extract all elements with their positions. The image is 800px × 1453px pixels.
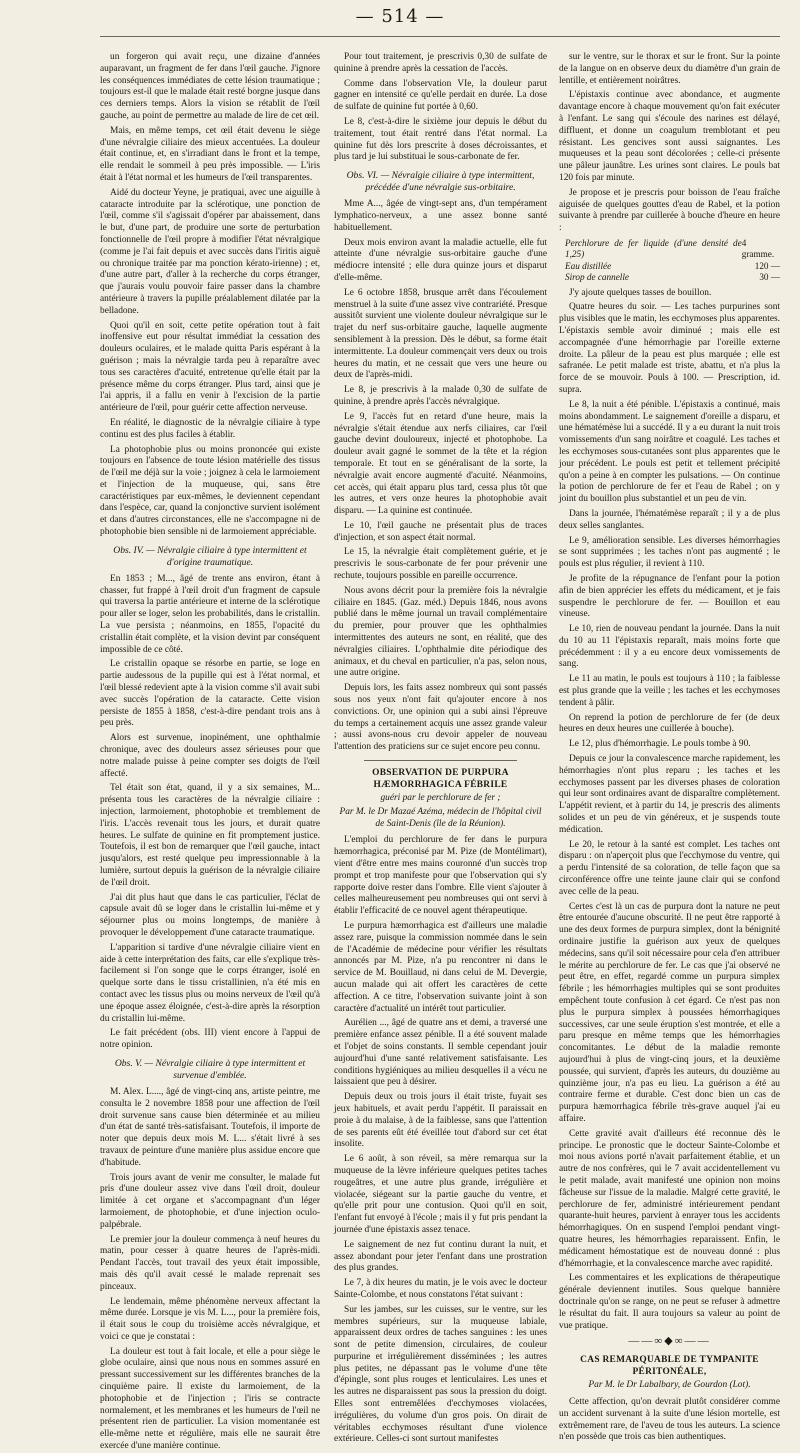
- prescription-line: [565, 261, 780, 272]
- observation-heading: Obs. IV. — Névralgie ciliaire à type intermittent et d'origine traumatique.: [113, 544, 307, 568]
- paragraph: Le 8, la nuit a été pénible. L'épistaxis a continué, mais moins abondamment. Le saignement d'oreille a disparu, et une hématémèse lui a succédé. Il y a eu durant la nuit trois vomissements d'un sang noirâtre et coagulé. Les taches et les ecchymoses sous-cutanées sont plus apparentes que le jour précédent. Le pouls est petit et tellement précipité qu'on a peine à en compter les pulsations. — On continue la potion de perchlorure de fer et l'eau de Rabel ; on y joint du bouillon plus substantiel et un peu de vin.: [559, 399, 780, 505]
- text-column-middle: [334, 52, 547, 1445]
- paragraph: Le 15, la névralgie était complètement guérie, et je prescrivis le sous-carbonate de fer pour prévenir une rechute, toujours possible en pareille occurrence.: [334, 547, 547, 582]
- observation-heading: Obs. VI. — Névralgie ciliaire à type intermittent, précédée d'une névralgie sus-orbitaire.: [346, 170, 535, 194]
- paragraph: Pour tout traitement, je prescrivis 0,30 de sulfate de quinine à prendre après la cessation de l'accès.: [334, 52, 547, 74]
- page-number: — 514 —: [355, 6, 445, 27]
- text-column-left: [100, 52, 320, 1452]
- paragraph: Dans la journée, l'hématémèse reparaît ; il y a de plus deux selles sanglantes.: [559, 508, 780, 531]
- paragraph: J'y ajoute quelques tasses de bouillon.: [569, 287, 712, 298]
- paragraph: Sur les jambes, sur les cuisses, sur le ventre, sur les membres supérieurs, sur la muqueuse labiale, apparaissent deux ordres de taches sanguines : les unes sont de petite dimension, circulaires, de couleur purpurine et irrégulièrement disséminées ; les autres plus petites, ne dépassant pas le volume d'une tête d'épingle, sont plus rouges et lenticulaires. Les unes et les autres ne disparaissent pas sous la pression du doigt. Elles sont entremêlées d'ecchymoses violacées, irrégulières, du volume d'un gros pois. On dirait de véritables ecchymoses résultant d'une violence extérieure. Celles-ci sont surtout manifestes: [334, 1304, 547, 1445]
- paragraph: Le 6 octobre 1858, brusque arrêt dans l'écoulement menstruel à la suite d'une assez vive contrariété. Presque aussitôt survient une violente douleur névralgique sur le trajet du nerf sus-orbitaire gauche, laquelle augmente sensiblement à la pression. Dès le début, sa forme était intermittente. La douleur commençait vers deux ou trois heures du matin, et ne cessait que vers une heure ou deux de l'après-midi.: [334, 287, 547, 381]
- article-subtitle: guéri par le perchlorure de fer ;: [380, 793, 501, 804]
- paragraph: Le 10, rien de nouveau pendant la journée. Dans la nuit du 10 au 11 l'épistaxis reparaît, mais moins forte que précédemment : il y a eu encore deux vomissements de sang.: [559, 624, 780, 670]
- paragraph: Certes c'est là un cas de purpura dont la nature ne peut être entourée d'aucune obscurité. Il ne peut être rapporté à une des deux formes de purpura simplex, dont la bénignité ordinaire justifie la guérison aux yeux de quelques médecins, sans qu'il soit nécessaire pour cela d'en attribuer le mérite au perchlorure de fer. Le cas que j'ai observé ne peut être, en effet, regardé comme un purpura simplex fébrile ; les hémorrhagies multiples qui se sont produites empêchent toute confusion à cet égard. Ce n'est pas non plus le purpura simplex à poussées hémorrhagiques successives, car une seule éruption s'est montrée, et elle a paru presque en même temps que les hémorrhagies concomitantes. Le début de la maladie remonte aujourd'hui à plus de vingt-cinq jours, et la deuxième poussée, qui survient, d'après les auteurs, du douzième au quinzième jour, n'a pas eu lieu. La guérison a été au contraire ferme et durable. C'est donc bien un cas de purpura hæmorrhagica fébrile très-grave auquel j'ai eu affaire.: [559, 901, 780, 1124]
- paragraph: Le 8, je prescrivis à la malade 0,30 de sulfate de quinine, à prendre après l'accès névralgique.: [334, 385, 547, 407]
- paragraph: La photophobie plus ou moins prononcée qui existe toujours en l'absence de toute lésion matérielle des tissus de l'œil me déjà sur la voie ; joignez à cela le larmoiement et l'injection de la muqueuse, qui, sans être caractéristiques par eux-mêmes, le deviennent cependant dans l'espèce, car, quand la conjonctive survient isolément et dans d'autres circonstances, elle ne s'accompagne ni de photophobie bien sensible ni de larmoiement appréciable.: [100, 444, 320, 538]
- paragraph: Nous avons décrit pour la première fois la névralgie ciliaire en 1845. (Gaz. méd.) Depuis 1846, nous avons publié dans le même journal un travail complémentaire du premier, pour prouver que les ophthalmies intermittentes des auteurs ne sont, en réalité, que des névralgies ciliaires. L'ophthalmie dite périodique des animaux, et du cheval en particulier, n'a pas, selon nous, une autre origine.: [334, 585, 547, 679]
- paragraph: Depuis deux ou trois jours il était triste, fuyait ses jeux habituels, et avait perdu l'appétit. Il paraissait en proie à du malaise, à de la faiblesse, sans que l'attention de ses parents eût été éveillée tout d'abord sur cet état insolite.: [334, 1092, 547, 1150]
- paragraph: En 1853 ; M..., âgé de trente ans environ, étant à chasser, fut frappé à l'œil droit d'un fragment de capsule qui traversa la partie antérieure et interne de la sclérotique pour aller se loger, selon les probabilités, dans le cristallin. La vue persista ; néanmoins, en 1855, l'opacité du cristallin était complète, et la vision devint par conséquent impossible de ce côté.: [100, 573, 320, 655]
- paragraph: J'ai dit plus haut que dans le cas particulier, l'éclat de capsule avait dû se loger dans le cristallin lui-même et y séjourner plus ou moins longtemps, de manière à provoquer le développement d'une cataracte traumatique.: [100, 892, 320, 938]
- prescription-line: [565, 238, 780, 261]
- paragraph: Quoi qu'il en soit, cette petite opération tout à fait inoffensive eut pour résultat immédiat la cessation des douleurs oculaires, et le malade quitta Paris espérant à la guérison ; mais la névralgie tarda peu à reparaître avec tous ses caractères d'acuité, entretenue qu'elle était par la présence même du corps étranger. Plus tard, ainsi que je l'ai appris, il a fallu en venir à l'excision de la partie antérieure de l'œil, pour guérir cette affection nerveuse.: [100, 320, 320, 414]
- paragraph: L'emploi du perchlorure de fer dans le purpura hæmorrhagica, préconisé par M. Pize (de Montélimart), vient d'être entre mes mains couronné d'un succès trop prompt et trop manifeste pour que l'observation qui s'y rapporte doive rester dans l'ombre. Elle vient s'ajouter à celles malheureusement peu nombreuses qui ont servi à établir l'efficacité de ce nouvel agent thérapeutique.: [334, 835, 547, 917]
- paragraph: Je profite de la répugnance de l'enfant pour la potion afin de bien apprécier les effets du médicament, et je fais suspendre le perchlorure de fer. — Bouillon et eau vineuse.: [559, 573, 780, 620]
- header-rule: [100, 36, 780, 37]
- section-divider: [364, 760, 517, 761]
- article-title: CAS REMARQUABLE DE TYMPANITE PÉRITONÉALE,: [580, 1355, 759, 1378]
- paragraph: Alors est survenue, inopinément, une ophthalmie chronique, avec des douleurs assez sérieuses pour que notre malade puisse à peine compter ses doigts de l'œil affecté.: [100, 733, 320, 779]
- ingredient-quantity: 120 —: [754, 260, 780, 271]
- paragraph: Cette gravité avait d'ailleurs été reconnue dès le principe. Le pronostic que le docteur Sainte-Colombe et moi nous avions porté n'avait parfaitement établie, et un autre de nos confrères, qui le 7 avait accidentellement vu le petit malade, avait manifesté une opinion non moins fâcheuse sur l'issue de la maladie. Malgré cette gravité, le perchlorure de fer, administré intérieurement pendant quarante-huit heures, parvient à enrayer tous les accidents hémorrhagiques. On en suspend l'emploi pendant vingt-quatre heures, les hémorrhagies reparaissent. Enfin, le médicament hémostatique est de nouveau donné : plus d'hémorrhagie, et la convalescence marche avec rapidité.: [559, 1128, 780, 1269]
- article-title: OBSERVATION DE PURPURA HÆMORRHAGICA FÉBRILE: [372, 768, 509, 791]
- paragraph: L'apparition si tardive d'une névralgie ciliaire vient en aide à cette interprétation des faits, car elle s'explique très-facilement si l'on songe que le corps étranger, isolé en quelque sorte dans le tissu cristallinien, n'a été mis en contact avec les tissus plus ou moins nerveux de l'œil qu'à une époque assez éloignée, c'est-à-dire après la résorption du cristallin lui-même.: [100, 942, 320, 1024]
- paragraph: Le 20, le retour à la santé est complet. Les taches ont disparu : on n'aperçoit plus que l'ecchymose du ventre, qui a perdu l'intensité de sa coloration, de telle façon que sa circonférence offre une teinte jaune clair qui se confond avec celle de la peau.: [559, 839, 780, 897]
- paragraph: On reprend la potion de perchlorure de fer (de deux heures en deux heures une cuillerée à bouche).: [559, 712, 780, 735]
- ingredient-quantity: 4 gramme.: [741, 237, 775, 260]
- paragraph: Le 12, plus d'hémorrhagie. Le pouls tombe à 90.: [569, 739, 751, 750]
- paragraph: un forgeron qui avait reçu, une dizaine d'années auparavant, un fragment de fer dans l'œil gauche. J'ignore les conséquences immédiates de cette lésion traumatique ; toujours est-il que le malade était resté borgne jusque dans ces derniers temps. Alors la vision se rétablit de l'œil gauche, au point de permettre au malade de lire de cet œil.: [100, 52, 320, 121]
- paragraph: sur le ventre, sur le thorax et sur le front. Sur la pointe de la langue on en observe deux du diamètre d'un grain de lentille, et entièrement noirâtres.: [559, 52, 780, 86]
- paragraph: Deux mois environ avant la maladie actuelle, elle fut atteinte d'une névralgie sus-orbitaire gauche d'une médiocre intensité ; elle dura quinze jours et disparut d'elle-même.: [334, 237, 547, 283]
- ingredient-name: Perchlorure de fer liquide (d'une densité de 1,25): [565, 237, 742, 260]
- paragraph: Le saignement de nez fut continu durant la nuit, et assez abondant pour jeter l'enfant dans une prostration des plus grandes.: [334, 1239, 547, 1274]
- paragraph: Le 9, l'accès fut en retard d'une heure, mais la névralgie s'était étendue aux nerfs ciliaires, car l'œil gauche devint douloureux, injecté et photophobe. La douleur avait gagné le sommet de la tête et la région temporale. Et tout en se généralisant de la sorte, la névralgie avait encore augmenté d'acuité. Néanmoins, cet accès, qui était apparu plus tard, cessa plus tôt que les autres, et vers onze heures la photophobie avait disparu. — La quinine est continuée.: [334, 411, 547, 517]
- text-column-right: [559, 52, 780, 1443]
- ingredient-name: Sirop de cannelle: [565, 272, 629, 283]
- paragraph: Cette affection, qu'on devrait plutôt considérer comme un accident survenant à la suite d'une lésion mortelle, est extrêmement rare, de l'aveu de tous les auteurs. La science n'en possède que trois cas bien authentiques.: [559, 1396, 780, 1443]
- paragraph: Mme A..., âgée de vingt-sept ans, d'un tempérament lymphatico-nerveux, a une assez bonne santé habituellement.: [334, 199, 547, 233]
- prescription-list: [565, 238, 780, 284]
- paragraph: Comme dans l'observation VIe, la douleur parut gagner en intensité ce qu'elle perdait en durée. La dose de sulfate de quinine fut portée à 0,60.: [334, 78, 547, 113]
- paragraph: Aidé du docteur Yeyne, je pratiquai, avec une aiguille à cataracte introduite par la sclérotique, une ponction de l'œil, comme s'il s'agissait d'opérer par abaissement, dans le but, d'une part, de produire une sorte de perturbation fonctionnelle de l'œil propre à modifier l'état névralgique (comme je l'ai fait depuis et avec succès dans l'iritis aiguë ou chronique traitée par ma ponction kérato-irienne) ; et, d'une autre part, d'aller à la recherche du corps étranger, que j'aurais voulu pouvoir faire passer dans la chambre antérieure à travers la pupille préalablement dilatée par la belladone.: [100, 187, 320, 316]
- paragraph: Le lendemain, même phénomène nerveux affectant la même durée. Lorsque je vis M. L..., pour la première fois, il était sous le coup du troisième accès névralgique, et voici ce que je constatai :: [100, 1296, 320, 1342]
- ingredient-name: Eau distillée: [565, 260, 612, 271]
- prescription-line: [565, 272, 780, 283]
- observation-heading: Obs. V. — Névralgie ciliaire à type intermittent et survenue d'emblée.: [114, 1057, 306, 1081]
- paragraph: Le 7, à dix heures du matin, je le vois avec le docteur Sainte-Colombe, et nous constatons l'état suivant :: [334, 1278, 547, 1300]
- paragraph: Le fait précédent (obs. III) vient encore à l'appui de notre opinion.: [100, 1028, 320, 1051]
- paragraph: Le 11 au matin, le pouls est toujours à 110 ; la faiblesse est plus grande que la veille ; les taches et les ecchymoses tendent à pâlir.: [559, 674, 780, 708]
- paragraph: Le premier jour la douleur commença à neuf heures du matin, pour cesser à quatre heures de l'après-midi. Pendant l'accès, tout travail des yeux était impossible, mais dès qu'il avait cessé le malade reprenait ses pinceaux.: [100, 1234, 320, 1292]
- paragraph: Depuis ce jour la convalescence marche rapidement, les hémorrhagies n'ont plus reparu ; les taches et les ecchymoses passent par les diverses phases de coloration qui leur sont ordinaires avant de disparaître complètement. L'appétit revient, et à partir du 14, je prescris des aliments solides et un peu de vin généreux, et je suspends toute médication.: [559, 754, 780, 835]
- paragraph: En réalité, le diagnostic de la névralgie ciliaire à type continu est des plus faciles à établir.: [100, 417, 320, 440]
- page-header: [0, 0, 800, 40]
- paragraph: Le 6 août, à son réveil, sa mère remarqua sur la muqueuse de la lèvre inférieure quelques petites taches rougeâtres, et une autre plus grande, irrégulière et violacée, siégeant sur la partie gauche du ventre, et qu'elle prit pour une contusion. Quoi qu'il en soit, l'enfant fut envoyé à l'école ; mais il y fut pris pendant la journée d'une épistaxis assez tenace.: [334, 1154, 547, 1235]
- paragraph: Quatre heures du soir. — Les taches purpurines sont plus visibles que le matin, les ecchymoses plus apparentes. L'épistaxis semble avoir diminué ; mais elle est accompagnée d'une hémorrhagie par l'oreille externe droite. La pâleur de la peau est plus marquée ; elle est safranée. Le petit malade est triste, abattu, et n'a plus la force de se mouvoir. Pouls à 100. — Prescription, id. supra.: [559, 302, 780, 395]
- article-byline: Par M. le Dr Mazaé Azéma, médecin de l'hôpital civil de Saint-Denis (île de la Réunion).: [339, 806, 542, 829]
- paragraph: Le purpura hæmorrhagica est d'ailleurs une maladie assez rare, puisque la commission nommée dans le sein de l'Académie de médecine pour vérifier les résultats annoncés par M. Pize, n'a pu rencontrer ni dans le service de M. Bouillaud, ni dans celui de M. Devergie, aucun malade qui ait offert les caractères de cette affection. A ce titre, l'observation suivante joint à son caractère d'actualité un intérêt tout particulier.: [334, 921, 547, 1014]
- paragraph: Le 10, l'œil gauche ne présentait plus de traces d'injection, et son aspect était normal.: [334, 520, 547, 543]
- paragraph: Trois jours avant de venir me consulter, le malade fut pris d'une douleur assez vive dans l'œil droit, douleur limitée à cet organe et s'accompagnant d'un léger larmoiement, de photophobie, et d'une injection oculo-palpébrale.: [100, 1172, 320, 1230]
- section-ornament: ——∞◆∞——: [628, 1335, 711, 1348]
- paragraph: Le cristallin opaque se résorbe en partie, se loge en partie audessous de la pupille qui est à l'état normal, et l'œil blessé redevient apte à la vision comme s'il avait subi avec succès l'opération de la cataracte. Cette vision persiste de 1855 à 1858, c'est-à-dire pendant trois ans à peu près.: [100, 659, 320, 729]
- paragraph: Aurélien ..., âgé de quatre ans et demi, a traversé une première enfance assez pénible. Il a été souvent malade et l'objet de soins constants. Il semble cependant jouir aujourd'hui d'une santé relativement satisfaisante. Les conditions hygiéniques au milieu desquelles il a vécu ne laissaient que peu à désirer.: [334, 1018, 547, 1088]
- paragraph: M. Alex. L...., âgé de vingt-cinq ans, artiste peintre, me consulta le 2 novembre 1858 pour une affection de l'œil droit survenue sans cause bien déterminée et au milieu d'un état de santé très-satisfaisant. Toutefois, il importe de noter que depuis deux mois M. L... s'était livré à ses travaux de peinture d'une manière plus assidue encore que d'habitude.: [100, 1086, 320, 1168]
- article-byline: Par M. le Dr Labalbary, de Gourdon (Lot).: [588, 1380, 751, 1391]
- paragraph: Je propose et je prescris pour boisson de l'eau fraîche aiguisée de quelques gouttes d'eau de Rabel, et la potion suivante à prendre par cuillerée à bouche d'heure en heure :: [559, 187, 780, 234]
- paragraph: Depuis lors, les faits assez nombreux qui sont passés sous nos yeux n'ont fait qu'ajouter encore à nos convictions. Or, une opinion qui a subi ainsi l'épreuve du temps a certainement acquis une assez grande valeur ; aussi avons-nous cru devoir appeler de nouveau l'attention des praticiens sur ce sujet encore peu connu.: [334, 683, 547, 753]
- paragraph: Les commentaires et les explications de thérapeutique générale deviennent inutiles. Sous quelque bannière doctrinale qu'on se range, on ne peut se refuser à admettre le résultat du fait. Il aura toujours sa valeur au point de vue pratique.: [559, 1273, 780, 1331]
- ingredient-quantity: 30 —: [759, 272, 780, 283]
- paragraph: La douleur est tout à fait locale, et elle a pour siège le globe oculaire, ainsi que nous nous en sommes assuré en pressant successivement sur les différentes branches de la cinquième paire. Il existe du larmoiement, de la photophobie et de l'injection ; l'iris se contracte normalement, et les membranes et les humeurs de l'œil ne présentent rien de particulier. La vision momentanée est elle-même nette et régulière, mais elle ne saurait être exercée d'une manière continue.: [100, 1346, 320, 1452]
- paragraph: Tel était son état, quand, il y a six semaines, M... présenta tous les caractères de la névralgie ciliaire : injection, larmoiement, photophobie et tremblement de l'iris. L'accès revenait tous les jours, et durait quatre heures. Le sulfate de quinine en fit promptement justice. Toutefois, il est bon de remarquer que l'œil gauche, intact jusqu'alors, est resté quelque peu impressionnable à la lumière, surtout depuis la guérison de la névralgie ciliaire de l'œil droit.: [100, 783, 320, 888]
- paragraph: Mais, en même temps, cet œil était devenu le siège d'une névralgie ciliaire des mieux accentuées. La douleur était continue, et, en s'irradiant dans le front et la tempe, elle rendait le sommeil à peu près impossible. — L'iris était à l'état normal et les humeurs de l'œil transparentes.: [100, 125, 320, 183]
- paragraph: Le 9, amélioration sensible. Les diverses hémorrhagies se sont supprimées ; les taches n'ont pas augmenté ; le pouls est plus régulier, il revient à 110.: [559, 535, 780, 570]
- paragraph: Le 8, c'est-à-dire le sixième jour depuis le début du traitement, tout était rentré dans l'état normal. La quinine fut dès lors prescrite à doses décroissantes, et plus tard je lui substituai le sous-carbonate de fer.: [334, 116, 547, 163]
- paragraph: L'épistaxis continue avec abondance, et augmente davantage encore à chaque mouvement qu'on fait exécuter à l'enfant. Le sang qui s'écoule des narines est délayé, diffluent, et donne un coagulum tremblotant et peu résistant. Les gencives sont aussi saignantes. Les muqueuses et la peau sont décolorées ; celle-ci présente une pâleur jaunâtre. Les urines sont claires. Le pouls bat 120 fois par minute.: [559, 90, 780, 183]
